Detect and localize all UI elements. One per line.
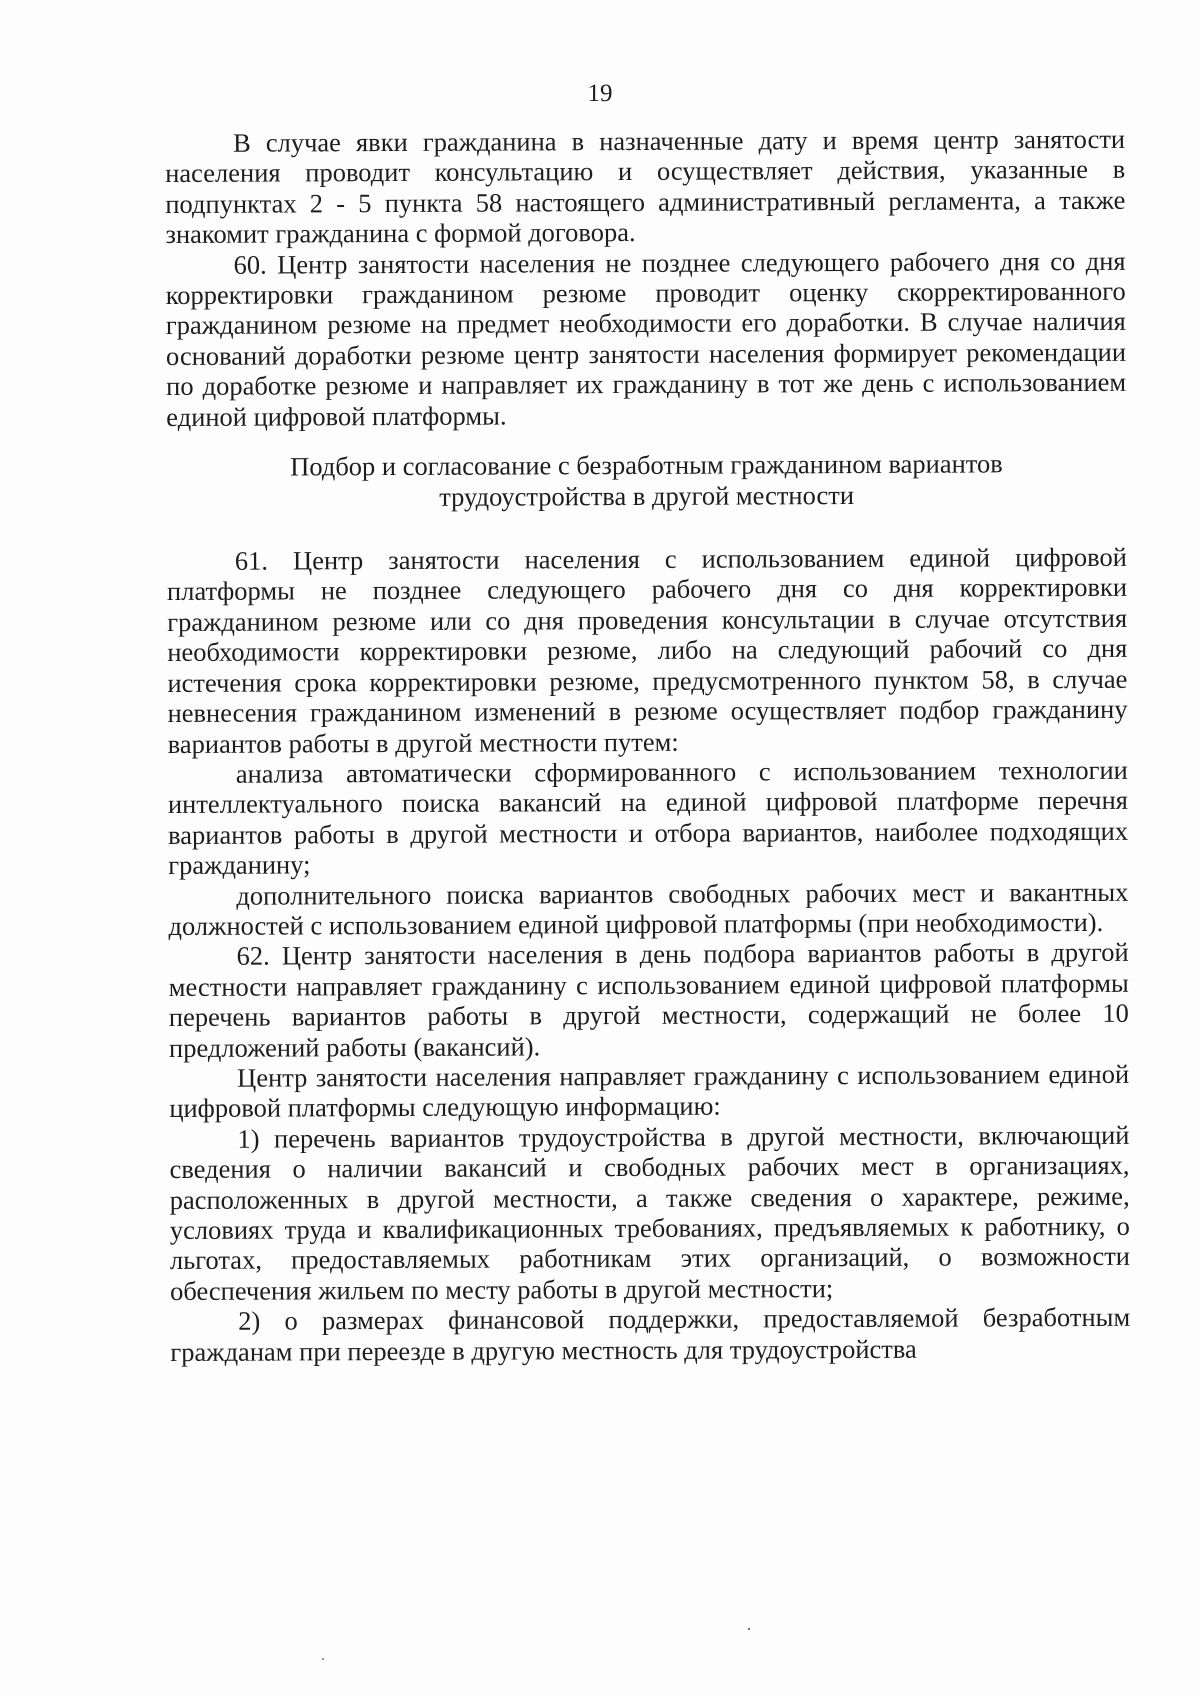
paragraph-60: 60. Центр занятости населения не позднее следующего рабочего дня со дня корректировки гражданином резюме проводит оценку скорректированного гражданином резюме на предмет необходимости его доработки. В случае наличия оснований доработки резюме центр занятости населения формирует рекомендации по доработке резюме и направляет их гражданину в тот же день с использованием единой цифровой платформы. — [165, 245, 1127, 432]
paragraph-61-analysis: анализа автоматически сформированного с использованием технологии интеллектуального поиска вакансий на единой цифровой платформе перечня вариантов работы в другой местности и отбора вариантов, наиболее подходящих гражданину; — [167, 754, 1129, 881]
paragraph-information: Центр занятости населения направляет гражданину с использованием единой цифровой платформы следующую информацию: — [169, 1058, 1130, 1124]
paragraph-62: 62. Центр занятости населения в день подбора вариантов работы в другой местности направляет гражданину с использованием единой цифровой платформы перечень вариантов работы в другой местности, содержащий не более 10 предложений работы (вакансий). — [168, 937, 1129, 1063]
scan-speck — [322, 1658, 324, 1660]
paragraph-61-additional-search: дополнительного поиска вариантов свободных рабочих мест и вакантных должностей с использованием единой цифровой платформы (при необходимости). — [168, 876, 1129, 941]
section-heading-line-1: Подбор и согласование с безработным гражданином вариантов — [290, 448, 1003, 482]
section-heading-line-2: трудоустройства в другой местности — [439, 480, 855, 512]
paragraph-consultation: В случае явки гражданина в назначенные дату и время центр занятости населения проводит консультацию и осуществляет действия, указанные в подпунктах 2 - 5 пункта 58 настоящего административный регламента, а также знакомит гражданина с формой договора. — [165, 123, 1126, 250]
list-item-1: 1) перечень вариантов трудоустройства в другой местности, включающий сведения о наличии вакансий и свободных рабочих мест в организациях, расположенных в другой местности, а также сведения о характере, режиме, условиях труда и квалификационных требованиях, предъявляемых к работнику, о льготах, предоставляемых работникам этих организаций, о возможности обеспечения жильем по месту работы в другой местности; — [169, 1119, 1130, 1306]
scan-speck — [748, 1628, 750, 1630]
list-item-2: 2) о размерах финансовой поддержки, предоставляемой безработным гражданам при переезде в другую местность для трудоустройства — [170, 1302, 1131, 1367]
document-body — [165, 124, 1130, 1367]
paragraph-61: 61. Центр занятости населения с использованием единой цифровой платформы не позднее следующего рабочего дня со дня корректировки гражданином резюме или со дня проведения консультации в случае отсутствия необходимости корректировки резюме, либо на следующий рабочий со дня истечения срока корректировки резюме, предусмотренного пунктом 58, в случае невнесения гражданином изменений в резюме осуществляет подбор гражданину вариантов работы в другой местности путем: — [166, 541, 1128, 759]
section-heading — [166, 448, 1126, 514]
page-number: 19 — [587, 80, 613, 107]
